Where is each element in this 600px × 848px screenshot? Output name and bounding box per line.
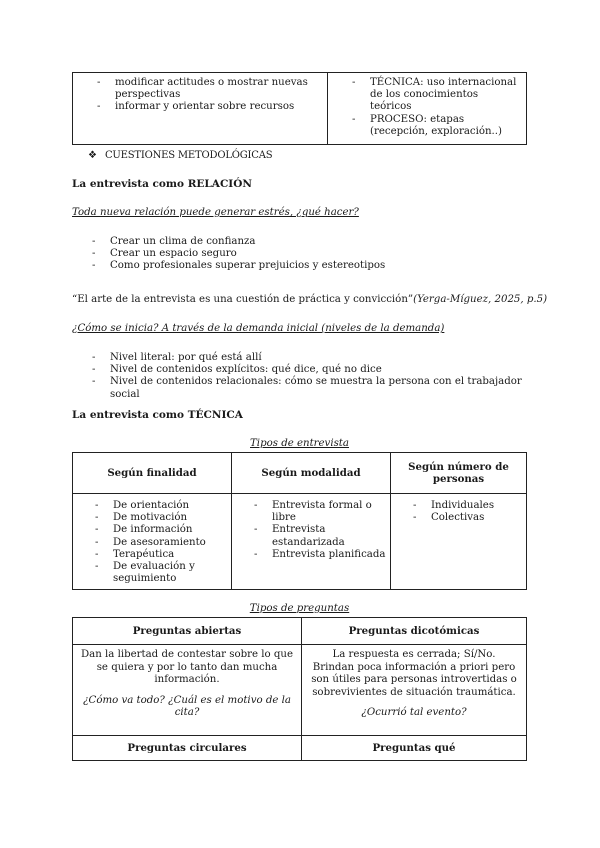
list-item: - Nivel literal: por qué está allí <box>90 352 550 364</box>
relacion-heading: La entrevista como RELACIÓN <box>72 178 252 190</box>
dicotomicas-desc-2: Brindan poca información a priori pero son útiles para personas introvertidas o sobrevivientes de situación traumática. <box>311 661 517 698</box>
list-item: - Entrevista estandarizada <box>252 524 386 548</box>
cell-abiertas <box>73 645 302 736</box>
header-finalidad: Según finalidad <box>73 453 232 494</box>
list-item: - PROCESO: etapas (recepción, exploración..) <box>350 114 520 138</box>
quote-citation: (Yerga-Míguez, 2025, p.5) <box>413 294 548 305</box>
levels-list <box>90 352 550 401</box>
dicotomicas-desc-1: La respuesta es cerrada; Sí/No. <box>332 649 496 660</box>
list-item: - De asesoramiento <box>93 537 227 549</box>
start-question: ¿Cómo se inicia? A través de la demanda inicial (niveles de la demanda) <box>72 323 445 334</box>
header-abiertas: Preguntas abiertas <box>73 618 302 645</box>
list-item: - TÉCNICA: uso internacional de los conocimientos teóricos <box>350 77 520 114</box>
header-personas: Según número de personas <box>391 453 527 494</box>
list-item: - Entrevista planificada <box>252 549 386 561</box>
quote <box>72 294 547 305</box>
top-table-right-cell <box>328 73 527 145</box>
abiertas-desc: Dan la libertad de contestar sobre lo que se quiera y por lo tanto dan mucha información. <box>80 649 294 685</box>
list-item: - informar y orientar sobre recursos <box>95 101 321 113</box>
list-item: - Terapéutica <box>93 549 227 561</box>
list-item: - Como profesionales superar prejuicios y estereotipos <box>90 260 510 272</box>
top-table <box>72 72 527 145</box>
tipos-preguntas-table <box>72 617 527 761</box>
list-item: - Individuales <box>411 500 522 512</box>
tipos-preguntas-caption: Tipos de preguntas <box>249 603 350 614</box>
col-personas <box>391 494 527 590</box>
abiertas-example: ¿Cómo va todo? ¿Cuál es el motivo de la cita? <box>83 694 291 718</box>
diamond-bullet-icon: ❖ <box>88 150 97 161</box>
relacion-question: Toda nueva relación puede generar estrés, ¿qué hacer? <box>72 207 359 218</box>
top-table-left-cell <box>73 73 328 145</box>
list-item: - De información <box>93 524 227 536</box>
col-finalidad <box>73 494 232 590</box>
list-item: - Crear un clima de confianza <box>90 236 510 248</box>
header-circulares: Preguntas circulares <box>73 736 302 761</box>
tipos-entrevista-table <box>72 452 527 590</box>
header-modalidad: Según modalidad <box>232 453 391 494</box>
header-dicotomicas: Preguntas dicotómicas <box>302 618 527 645</box>
tecnica-heading: La entrevista como TÉCNICA <box>72 409 243 421</box>
tipos-entrevista-caption: Tipos de entrevista <box>250 438 349 449</box>
list-item: - De evaluación y seguimiento <box>93 561 227 585</box>
header-que: Preguntas qué <box>302 736 527 761</box>
quote-text: “El arte de la entrevista es una cuestión de práctica y convicción” <box>72 294 414 305</box>
col-modalidad <box>232 494 391 590</box>
list-item: - Colectivas <box>411 512 522 524</box>
cell-dicotomicas <box>302 645 527 736</box>
list-item: - De motivación <box>93 512 227 524</box>
section-heading <box>88 150 272 161</box>
section-title: CUESTIONES METODOLÓGICAS <box>104 150 273 161</box>
list-item: - modificar actitudes o mostrar nuevas perspectivas <box>95 77 321 101</box>
list-item: - Entrevista formal o libre <box>252 500 386 524</box>
list-item: - Nivel de contenidos relacionales: cómo se muestra la persona con el trabajador social <box>90 376 550 400</box>
list-item: - Crear un espacio seguro <box>90 248 510 260</box>
relacion-list <box>90 236 510 273</box>
list-item: - De orientación <box>93 500 227 512</box>
dicotomicas-example: ¿Ocurrió tal evento? <box>361 707 467 718</box>
list-item: - Nivel de contenidos explícitos: qué dice, qué no dice <box>90 364 550 376</box>
